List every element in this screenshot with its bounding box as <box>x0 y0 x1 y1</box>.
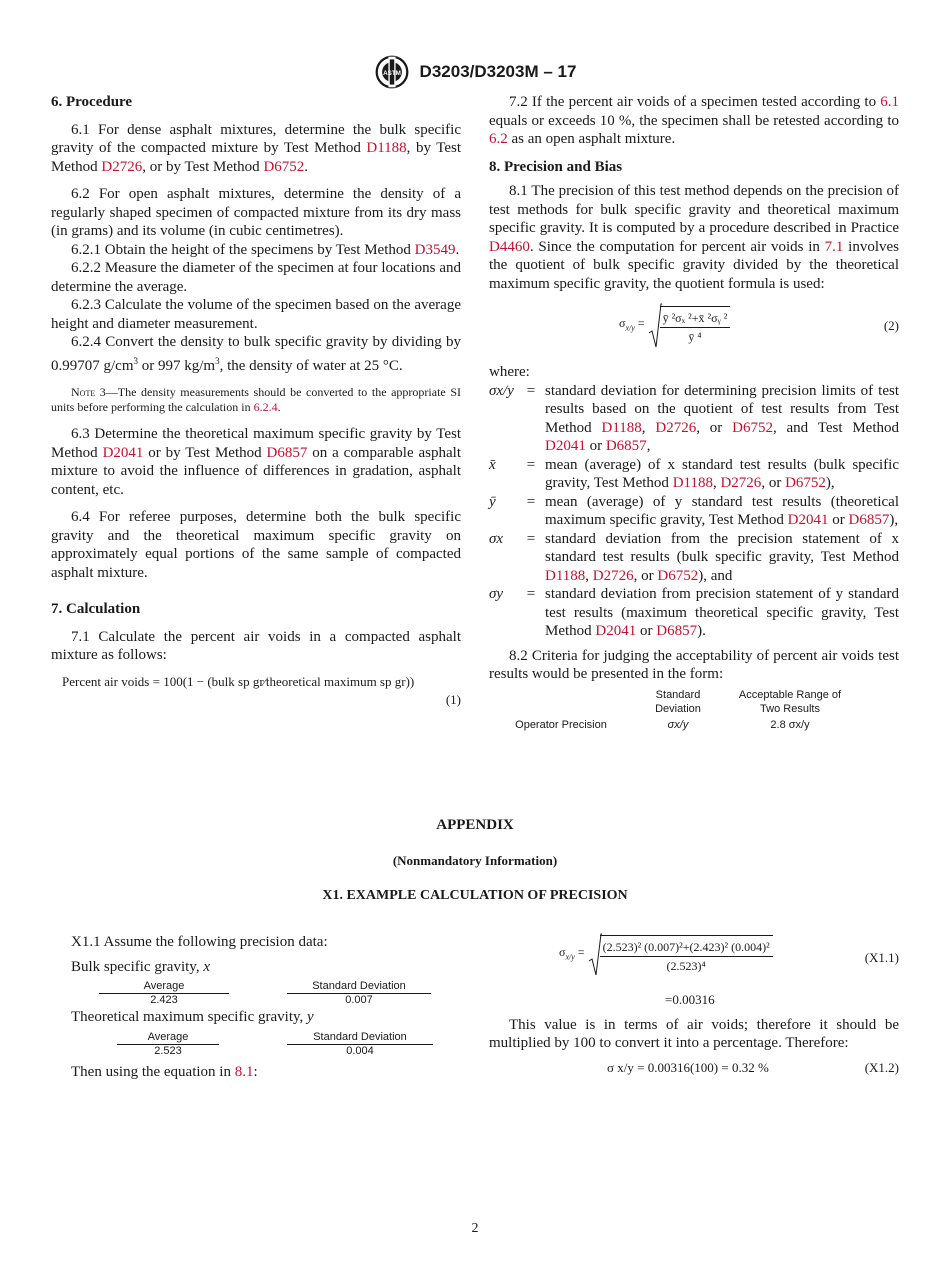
link-d2041[interactable]: D2041 <box>595 623 637 639</box>
link-d2041[interactable]: D2041 <box>787 512 829 528</box>
astm-logo-icon <box>374 54 410 90</box>
definition-row <box>489 530 899 586</box>
theo-sd-cell: Standard Deviation 0.004 <box>287 1031 433 1058</box>
equation-1-number: (1) <box>445 691 461 707</box>
link-d3549[interactable]: D3549 <box>414 241 456 258</box>
link-d6857[interactable]: D6857 <box>848 512 890 528</box>
equation-x1-2-number: (X1.2) <box>864 1059 899 1075</box>
page-number: 2 <box>471 1221 479 1236</box>
section-8-title: 8. Precision and Bias <box>489 158 623 175</box>
section-7-title: 7. Calculation <box>51 601 141 617</box>
link-d6857[interactable]: D6857 <box>656 623 698 639</box>
equation-2 <box>489 297 899 357</box>
equation-2-formula: $\sigma_{x/y}$ = $\frac{\text{ȳ ²σₓ ²+x̄ ²σᵧ ²}}{\text{ȳ ⁴}}$ <box>619 303 730 349</box>
bulk-table <box>51 976 461 1006</box>
criteria-row-label: Operator Precision <box>515 718 607 731</box>
document-header <box>0 54 950 90</box>
right-column <box>489 93 899 734</box>
theo-label: Theoretical maximum specific gravity, y <box>71 1009 314 1025</box>
theo-avg-cell: Average 2.523 <box>117 1031 219 1058</box>
designation: D3203/D3203M – 17 <box>419 62 577 81</box>
definition-equals: = <box>526 382 536 399</box>
bulk-sd-cell: Standard Deviation 0.007 <box>287 980 431 1007</box>
definition-text: mean (average) of y standard test results (theoretical maximum specific gravity, Test Method D2041 or D6857), <box>545 493 899 528</box>
para-6-4: 6.4 For referee purposes, determine both the bulk specific gravity and the theoretical maximum specific gravity on approximately equal portions of the same sample of compacted asphalt mixture. <box>51 509 461 581</box>
x1-title: X1. EXAMPLE CALCULATION OF PRECISION <box>322 888 628 903</box>
link-d6857[interactable]: D6857 <box>266 444 308 461</box>
para-6-2: 6.2 For open asphalt mixtures, determine the density of a regularly shaped specimen of compacted mixture from its dry mass (in grams) and its volume (in cubic centimetres). <box>51 186 461 239</box>
link-d1188[interactable]: D1188 <box>545 567 586 584</box>
para-8-1: 8.1 The precision of this test method depends on the precision of test methods for bulk specific gravity and theoretical maximum specific gravity. It is computed by a procedure described in Practice D4460. Since the computation for percent air voids in 7.1 involves the quotient of bulk specific gravity divided by the theoretical maximum specific gravity, the quotient formula is used: <box>489 183 899 292</box>
definition-text: standard deviation from the precision statement of x standard test results (bulk specific gravity, Test Method D1188, D2726, or D6752), and <box>545 530 899 584</box>
definition-row <box>489 585 899 641</box>
equation-1 <box>51 673 461 709</box>
link-d6857[interactable]: D6857 <box>605 438 647 454</box>
equation-x1-2 <box>489 1057 899 1079</box>
then-using: Then using the equation in 8.1: <box>71 1063 258 1080</box>
bulk-label: Bulk specific gravity, x <box>71 958 210 975</box>
para-6-1: 6.1 For dense asphalt mixtures, determine the bulk specific gravity of the compacted mixture by Test Method D1188, by Test Method D2726, or by Test Method D6752. <box>51 121 461 175</box>
para-terms: This value is in terms of air voids; therefore it should be multiplied by 100 to convert it into a percentage. Therefore: <box>489 1016 899 1051</box>
appendix-right-column <box>489 933 899 1079</box>
appendix-title: APPENDIX <box>436 817 514 833</box>
link-d2726[interactable]: D2726 <box>592 567 634 584</box>
definition-symbol: σx <box>489 530 504 547</box>
definition-row <box>489 493 899 530</box>
para-7-1: 7.1 Calculate the percent air voids in a compacted asphalt mixture as follows: <box>51 628 461 663</box>
link-6-2-4[interactable]: 6.2.4 <box>253 400 278 414</box>
where-label: where: <box>489 364 530 380</box>
para-6-2-3: 6.2.3 Calculate the volume of the specimen based on the average height and diameter measurement. <box>51 297 461 332</box>
link-d1188[interactable]: D1188 <box>672 475 713 491</box>
definition-row <box>489 382 899 456</box>
svg-text:ASTM: ASTM <box>382 70 401 78</box>
definition-symbol: x̄ <box>489 456 496 473</box>
link-6-1[interactable]: 6.1 <box>880 94 899 110</box>
equation-x1-1-number: (X1.1) <box>864 950 899 965</box>
link-d1188[interactable]: D1188 <box>601 419 642 436</box>
left-column <box>51 93 461 709</box>
equation-1-text: Percent air voids = 100(1 − (bulk sp gr⁄theoretical maximum sp gr)) <box>62 673 415 689</box>
link-d6752[interactable]: D6752 <box>785 475 826 491</box>
appendix-left-column <box>51 933 461 1081</box>
definition-symbol: ȳ <box>489 493 496 510</box>
definition-equals: = <box>526 530 536 547</box>
equation-2-number: (2) <box>883 318 899 333</box>
link-d2041[interactable]: D2041 <box>102 444 144 461</box>
para-8-2: 8.2 Criteria for judging the acceptability of percent air voids test results would be presented in the form: <box>489 647 899 682</box>
definition-text: standard deviation for determining precision limits of test results based on the quotient of test results from Test Method D1188, D2726, or D6752, and Test Method D2041 or D6857, <box>545 382 900 454</box>
criteria-col-sd-header: Standard Deviation <box>655 688 701 715</box>
criteria-row-range: 2.8 σx/y <box>770 718 810 731</box>
link-d2726[interactable]: D2726 <box>655 419 697 436</box>
equation-x1-1-formula: $\sigma_{x/y}$ = $\frac{\text{(2.523)² (0.007)²+(2.423)² (0.004)²}}{\text{(2.523)⁴}}$ <box>559 933 773 977</box>
note-3: Note 3—The density measurements should be converted to the appropriate SI units before performing the calculation in 6.2.4. <box>51 385 461 414</box>
link-8-1[interactable]: 8.1 <box>234 1063 254 1080</box>
link-6-2[interactable]: 6.2 <box>489 131 508 147</box>
para-6-2-4: 6.2.4 Convert the density to bulk specific gravity by dividing by 0.99707 $g/cm^3$ or 997 $kg/m^3$, the density of water at 25 °C. <box>51 334 461 374</box>
para-6-3: 6.3 Determine the theoretical maximum specific gravity by Test Method D2041 or by Test Method D6857 on a comparable asphalt mixture to avoid the influence of differences in gradation, asphalt content, etc. <box>51 426 462 498</box>
link-d1188[interactable]: D1188 <box>366 140 407 156</box>
theo-table <box>51 1027 461 1057</box>
criteria-row-sd: σx/y <box>667 718 689 731</box>
link-d6752[interactable]: D6752 <box>732 419 773 436</box>
definition-equals: = <box>526 456 536 473</box>
link-7-1[interactable]: 7.1 <box>824 238 844 255</box>
definitions-list <box>489 382 899 641</box>
bulk-avg-cell: Average 2.423 <box>99 980 229 1007</box>
para-6-2-2: 6.2.2 Measure the diameter of the specimen at four locations and determine the average. <box>51 260 461 295</box>
definition-symbol: σy <box>489 586 504 602</box>
appendix-subtitle: (Nonmandatory Information) <box>392 853 558 868</box>
definition-text: mean (average) of x standard test results (bulk specific gravity, Test Method D1188, D2726, or D6752), <box>545 456 899 491</box>
definition-text: standard deviation from precision statement of y standard test results (maximum theoretical specific gravity, Test Method D2041 or D6857). <box>545 586 899 639</box>
link-d6752[interactable]: D6752 <box>263 158 305 175</box>
para-x1-1: X1.1 Assume the following precision data: <box>71 934 328 950</box>
link-d2726[interactable]: D2726 <box>720 475 762 491</box>
criteria-col-range-header: Acceptable Range of Two Results <box>738 688 842 715</box>
equation-x1-1-result: =0.00316 <box>665 992 715 1007</box>
definition-equals: = <box>526 493 536 510</box>
link-d2726[interactable]: D2726 <box>101 158 143 175</box>
para-6-2-1: 6.2.1 Obtain the height of the specimens by Test Method D3549. <box>71 241 460 258</box>
link-d2041[interactable]: D2041 <box>545 438 586 454</box>
definition-equals: = <box>526 586 536 602</box>
criteria-table <box>489 686 899 734</box>
link-d4460[interactable]: D4460 <box>489 238 530 255</box>
para-7-2: 7.2 If the percent air voids of a specimen tested according to 6.1 equals or exceeds 10 %, the specimen shall be retested according to 6.2 as an open asphalt mixture. <box>489 94 899 147</box>
equation-x1-2-text: σ x/y = 0.00316(100) = 0.32 % <box>607 1059 769 1075</box>
definition-symbol: σx/y <box>489 382 514 399</box>
link-d6752[interactable]: D6752 <box>657 567 699 584</box>
criteria-row <box>491 718 897 732</box>
equation-x1-1 <box>489 933 899 983</box>
definition-row <box>489 456 899 493</box>
section-6-title: 6. Procedure <box>51 94 133 110</box>
